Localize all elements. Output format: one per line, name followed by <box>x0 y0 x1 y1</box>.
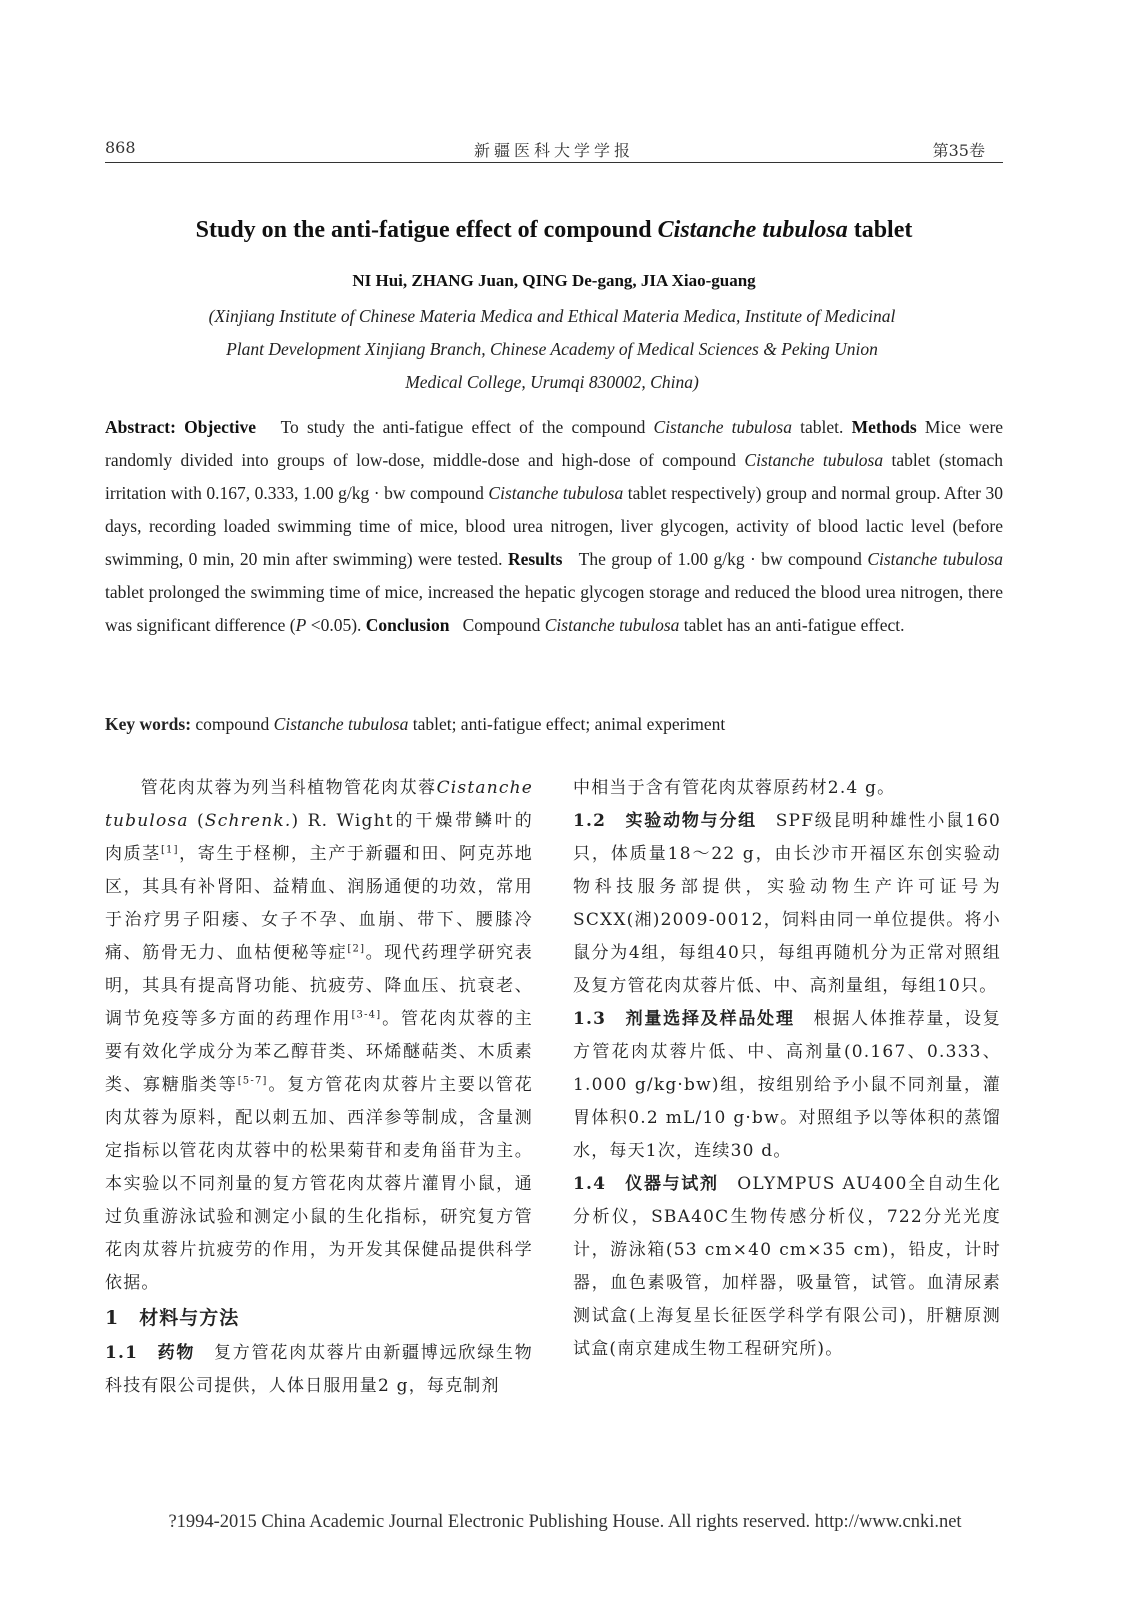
volume-label: 第35卷 <box>932 141 985 160</box>
running-header <box>105 134 1003 163</box>
section-heading: 1 材料与方法 <box>105 1307 240 1329</box>
keywords-label: Key words: <box>105 714 192 734</box>
subsection-1-1: 1.1 药物 复方管花肉苁蓉片由新疆博远欣绿生物科技有限公司提供，人体日服用量2 g，每克制剂 <box>105 1343 533 1396</box>
keywords: Key words: compound Cistanche tubulosa tablet; anti-fatigue effect; animal experiment <box>105 714 726 734</box>
left-column <box>105 772 533 1403</box>
right-column <box>573 772 1001 1366</box>
methods-label: Methods <box>851 417 917 437</box>
subsection-label: 1.2 实验动物与分组 <box>573 811 757 831</box>
abstract: Abstract: Objective To study the anti-fatigue effect of the compound Cistanche tubulosa tablet. Methods Mice were randomly divided into groups of low-dose, middle-dose and high-dose of compound Cistanche tubulosa tablet (stomach irritation with 0.167, 0.333, 1.00 g/kg · bw compound Cistanche tubulosa tablet respectively) group and normal group. After 30 days, recording loaded swimming time of mice, blood urea nitrogen, liver glycogen, activity of blood lactic level (before swimming, 0 min, 20 min after swimming) were tested. Results The group of 1.00 g/kg · bw compound Cistanche tubulosa tablet prolonged the swimming time of mice, increased the hepatic glycogen storage and reduced the blood urea nitrogen, there was significant difference (P <0.05). Conclusion Compound Cistanche tubulosa tablet has an anti-fatigue effect. <box>105 417 1004 635</box>
copyright-footer: ?1994-2015 China Academic Journal Electronic Publishing House. All rights reserved. http://www.cnki.net <box>168 1512 962 1532</box>
continued-text: 中相当于含有管花肉苁蓉原药材2.4 g。 <box>573 778 896 798</box>
affiliation: (Xinjiang Institute of Chinese Materia Medica and Ethical Materia Medica, Institute of Medicinal Plant Development Xinjiang Branch, Chinese Academy of Medical Sciences & Peking Union Medical College, Urumqi 830002, China) <box>208 306 896 392</box>
conclusion-label: Conclusion <box>365 615 450 635</box>
abstract-label: Abstract: <box>105 417 176 437</box>
subsection-label: 1.3 剂量选择及样品处理 <box>573 1009 795 1029</box>
citation: [1] <box>160 844 179 856</box>
subsection-1-2: 1.2 实验动物与分组 SPF级昆明种雄性小鼠160只，体质量18～22 g，由长沙市开福区东创实验动物科技服务部提供，实验动物生产许可证号为SCXX(湘)2009-0012，饲料由同一单位提供。将小鼠分为4组，每组40只，每组再随机分为正常对照组及复方管花肉苁蓉片低、中、高剂量组，每组10只。 <box>573 811 1001 996</box>
subsection-1-4: 1.4 仪器与试剂 OLYMPUS AU400全自动生化分析仪，SBA40C生物传感分析仪，722分光光度计，游泳箱(53 cm×40 cm×35 cm)，铅皮，计时器，血色素吸管，加样器，吸量管，试管。血清尿素测试盒(上海复星长征医学科学有限公司)，肝糖原测试盒(南京建成生物工程研究所)。 <box>573 1174 1001 1359</box>
citation: [2] <box>347 943 366 955</box>
subsection-label: 1.1 药物 <box>105 1343 196 1363</box>
paper-title: Study on the anti-fatigue effect of compound Cistanche tubulosa tablet <box>195 217 913 243</box>
journal-name: 新疆医科大学学报 <box>473 141 634 160</box>
objective-label: Objective <box>184 417 257 437</box>
results-label: Results <box>507 549 563 569</box>
citation: [3-4] <box>351 1009 382 1021</box>
citation: [5-7] <box>237 1075 268 1087</box>
subsection-1-3: 1.3 剂量选择及样品处理 根据人体推荐量，设复方管花肉苁蓉片低、中、高剂量(0.167、0.333、1.000 g/kg·bw)组，按组别给予小鼠不同剂量，灌胃体积0.2 mL/10 g·bw。对照组予以等体积的蒸馏水，每天1次，连续30 d。 <box>573 1009 1001 1161</box>
page-number: 868 <box>105 138 136 157</box>
subsection-label: 1.4 仪器与试剂 <box>573 1174 719 1194</box>
author-list: NI Hui, ZHANG Juan, QING De-gang, JIA Xiao-guang <box>352 271 756 290</box>
intro-paragraph: 管花肉苁蓉为列当科植物管花肉苁蓉Cistanche tubulosa (Schrenk.) R. Wight的干燥带鳞叶的肉质茎[1]，寄生于柽柳，主产于新疆和田、阿克苏地区，其具有补肾阳、益精血、润肠通便的功效，常用于治疗男子阳痿、女子不孕、血崩、带下、腰膝冷痛、筋骨无力、血枯便秘等症[2]。现代药理学研究表明，其具有提高肾功能、抗疲劳、降血压、抗衰老、调节免疫等多方面的药理作用[3-4]。管花肉苁蓉的主要有效化学成分为苯乙醇苷类、环烯醚萜类、木质素类、寡糖脂类等[5-7]。复方管花肉苁蓉片主要以管花肉苁蓉为原料，配以刺五加、西洋参等制成，含量测定指标以管花肉苁蓉中的松果菊苷和麦角甾苷为主。本实验以不同剂量的复方管花肉苁蓉片灌胃小鼠，通过负重游泳试验和测定小鼠的生化指标，研究复方管花肉苁蓉片抗疲劳的作用，为开发其保健品提供科学依据。 <box>105 778 533 1293</box>
